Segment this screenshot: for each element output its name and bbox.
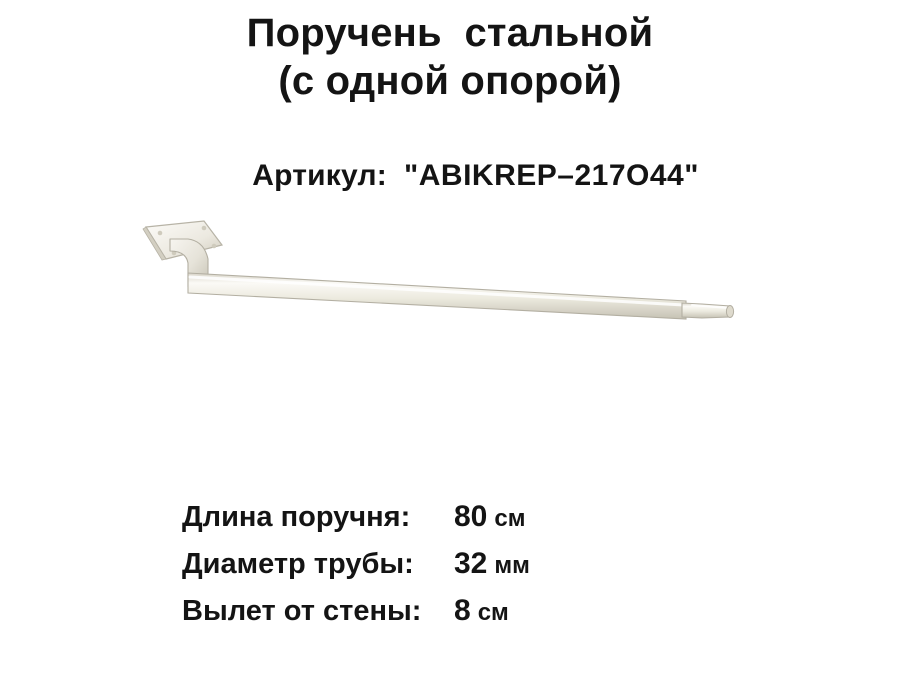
- spec-value-wall-offset: 8: [454, 594, 471, 627]
- header: [0, 0, 900, 227]
- spec-label-wall-offset: Вылет от стены:: [182, 595, 422, 627]
- product-image-area: [0, 215, 900, 445]
- tube-end-cap: [682, 303, 734, 318]
- steel-handrail-image: [130, 215, 770, 345]
- spec-label-length: Длина поручня:: [182, 501, 411, 533]
- specs-list: [0, 500, 900, 641]
- article-value: "ABIKREP–217O44": [404, 158, 699, 192]
- spec-row-wall-offset: [0, 594, 900, 628]
- page-title-line-1: Поручень стальной: [246, 11, 654, 55]
- handrail-tube: [188, 273, 686, 319]
- spec-unit-length: см: [494, 505, 526, 532]
- spec-value-length: 80: [454, 500, 488, 533]
- spec-value-diameter: 32: [454, 547, 488, 580]
- article-row: [0, 125, 900, 227]
- spec-label-diameter: Диаметр трубы:: [182, 548, 414, 580]
- page-title-line-2: (с одной опорой): [278, 59, 622, 104]
- spec-unit-diameter: мм: [494, 552, 530, 579]
- article-label: Артикул:: [252, 158, 387, 192]
- spec-row-length: [0, 500, 900, 534]
- spec-row-diameter: [0, 547, 900, 581]
- spec-unit-wall-offset: см: [477, 599, 509, 626]
